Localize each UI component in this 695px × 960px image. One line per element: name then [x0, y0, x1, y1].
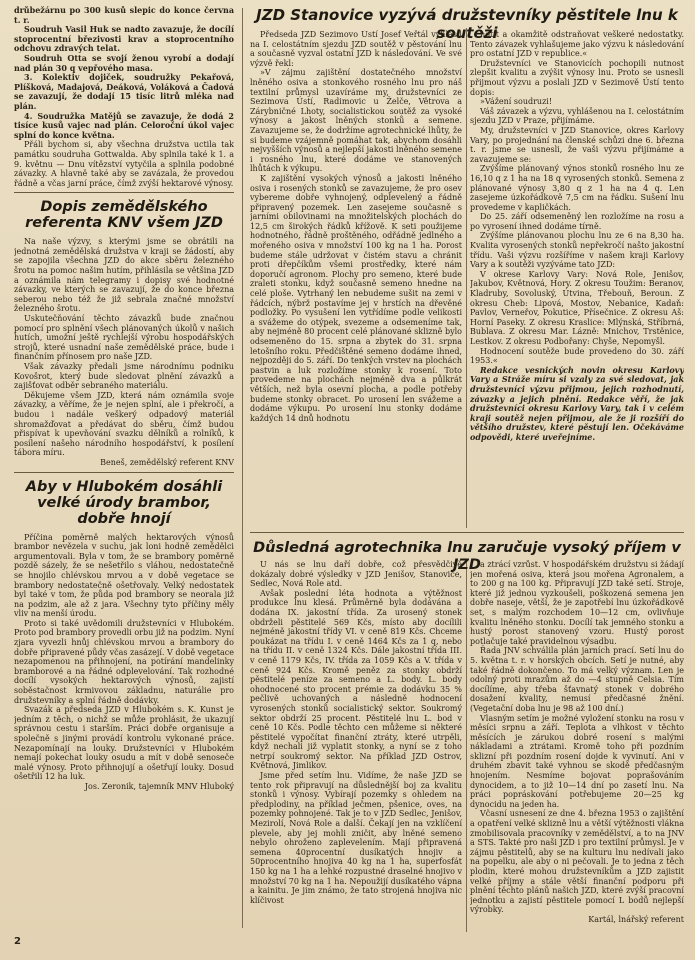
- article-title: Aby v Hlubokém dosáhli velké úrody brambor, dobře hnojí: [25, 478, 223, 527]
- page-number: 2: [14, 936, 21, 947]
- paragraph: Proto si také uvědomili družstevníci v Hlubokém. Proto pod brambory provedli orbu již na podzim. Nyní zjara vyvezli hnůj chlévskou mrvou a brambory do dobře připravené půdy včas zasázejí. V době vegetace nezapomenou na přihnojení, na potírání mandelinky bramborové a na řádné odplevelování. Tak rozhodné docílí vysokých hektarových výnosů, zajistí soběstačnost krmivovou základnu, naturálie pro družstevníky a splní řádně dodávky.: [14, 618, 234, 705]
- article-signature: Jos. Zeronik, tajemník MNV Hluboký: [84, 781, 234, 791]
- paragraph: Do 25. září odsemeněný len rozložíme na rosu a po vyrosení ihned dodáme tírně.: [470, 212, 684, 231]
- article-signature: Beneš, zemědělský referent KNV: [100, 457, 234, 467]
- article-body: [250, 560, 462, 905]
- intro-text: [14, 6, 234, 140]
- paragraph: Soudruh Vasil Huk se nadto zavazuje, že docílí stoprocentní březivosti krav a stoprocentního odchovu zdravých telat.: [14, 24, 234, 54]
- paragraph: Přáli bychom si, aby všechna družstva uctila tak památku soudruha Gottwalda. Aby splnila také k 1. a 9. květnu — Dnu vítězství vytyčila a splnila podobné závazky. A hlavně také aby se zavázala, že provedou řádně a včas jarní práce, čímž zvýší hektarové výnosy.: [14, 140, 234, 188]
- paragraph: Družstevníci ve Stanovicích pochopili nutnost zlepšit kvalitu a zvýšit výnosy lnu. Proto se usnesli přijmout výzvu a poslali JZD v Sezimově Ústí tento dopis:: [470, 58, 684, 97]
- article-body: [470, 30, 684, 443]
- left-column: [14, 6, 234, 931]
- paragraph: Zvýšíme plánovanou plochu lnu ze 6 na 8,30 ha. Kvalita vyrosených stonků nepřekročí našto jakostní třídu. Vaši výzvu rozšíříme v našem kraji Karlovy Vary a k soutěži vyzýváme tato JZD:: [470, 231, 684, 270]
- paragraph: Děkujeme všem JZD, která nám oznámila svoje závazky, a věříme, že je nejen splní, ale i překročí, a budou i nadále veškerý odpadový materiál shromažďovat a předávat do sběru, čímž budou přispívat k upevňování svazku dělníků a rolníků, k posílení našeho národního hospodářství, k posílení tábora míru.: [14, 390, 234, 458]
- divider: [250, 532, 684, 533]
- paragraph: Řada JNV schválila plán jarních prací. Setí lnu do 5. května t. r. v horských obcích. Setí je nutné, aby také řádně dokončeno. To má velký význam. Len je odolný proti mrazům až do —4 stupně Celsia. Tím docílíme, aby třeba šťavnatý stonek v dobrého dosažení kvality, nemusí předčasné žnění. (Vegetační doba lnu je 98 až 100 dní.): [470, 646, 684, 713]
- paragraph: Soudruh Otta se svojí ženou vyrobí a dodají nad plán 30 q vepřového masa.: [14, 52, 234, 73]
- paragraph: Uskutečňování těchto závazků bude značnou pomocí pro splnění všech plánovaných úkolů v našich hutích, umožní ještě rychlejší výrobu hospodářských strojů, které usnadní naše zemědělské práce, bude i finančním přínosem pro naše JZD.: [14, 314, 234, 362]
- article-body: [250, 30, 462, 423]
- paragraph: My, družstevníci v JZD Stanovice, okres Karlovy Vary, po projednání na členské schůzi dne 6. března t. r. jsme se usnesli, že vaši výzvu přijímáme a zavazujeme se:: [470, 125, 684, 164]
- article-body: [14, 533, 234, 782]
- article-signature: Kartál, lnářský referent: [588, 914, 684, 924]
- paragraph: Jsme před setím lnu. Vidíme, že naše JZD se tento rok připravují na důslednější boj za kvalitu stonků i výnosy. Vybírají pozemky s ohledem na předplodiny, na příklad ječmen, pšenice, oves, na pozemky pohnojené. Tak je to v JZD Sedlec, Jenišov, Mezirolí, Nová Role a další. Čekají jen na vzklíčení plevele, aby jej mohli zničit, aby lněné semeno nebylo ohroženo zaplevelením. Mají připravená semena 40procentní dusíkatých hnojiv a 50procentního hnojiva 40 kg na 1 ha, superfosfát 150 kg na 1 ha a lehké rozpustné draselné hnojivo v množství 70 kg na 1 ha. Nepoužijí dusíkatého vápna a kainitu. Je jim známo, že tato strojená hnojiva nic klíčivost: [250, 771, 462, 905]
- intro-text-regular: [14, 140, 234, 188]
- article-title: Dopis zemědělského referenta KNV všem JZD: [25, 199, 223, 232]
- paragraph: Váš závazek a výzvu, vyhlášenou na I. celostátním sjezdu JZD v Praze, přijímáme.: [470, 106, 684, 126]
- paragraph: 3. Kolektiv dojiček, soudružky Pekařová, Plíšková, Madajová, Deáková, Voláková a Čadová se zavazují, že dodají 15 tisíc litrů mléka nad plán.: [14, 72, 234, 111]
- paragraph: »Vážení soudruzi!: [480, 97, 553, 107]
- paragraph: notit a okamžitě odstraňovat veškeré nedostatky. Tento závazek vyhlašujeme jako výzvu k následování pro ostatní JZD v republice.«: [470, 30, 684, 59]
- center-column-lower: [250, 560, 462, 932]
- article-body: [470, 560, 684, 915]
- center-column: [250, 30, 462, 530]
- column-divider: [242, 8, 243, 928]
- paragraph: Hodnocení soutěže bude provedeno do 30. září 1953.«: [470, 346, 684, 366]
- paragraph: »V zájmu zajištění dostatečného množství lněného osiva a stonkového rosného lnu pro náš textilní průmysl uzavíráme my, družstevníci ze Sezimova Ústí, Radimovic u Želče, Větrova a Zárybničné Lhoty, socialistickou soutěž za vysoké výnosy a jakost lněných stonků a semene. Zavazujeme se, že dodržíme agrotechnické lhůty, že si budeme vzájemně pomáhat tak, abychom dosáhli nejvyšších výnosů a nejlepší jakosti lněného semene i rosného lnu, které dodáme ve stanovených lhůtách k výkupu.: [250, 68, 462, 174]
- paragraph: V okrese Karlovy Vary: Nová Role, Jenišov, Jakubov, Květnová, Hory. Z okresu Toužim: Beranov, Kladruby, Sovoluský, Útvina, Třebouň, Beroun. Z okresu Cheb: Lipová, Mostov, Nebanice, Kadaň: Pavlov, Verneřov, Pokutice, Přísečnice. Z okresu Aš: Horní Paseky. Z okresu Kraslice: Mlýnská, Stříbrná, Bublava. Z okresu Mar. Lázně: Mnichov, Trstěnice, Lestkov. Z okresu Podbořany: Chyše, Nepomyšl.: [470, 269, 684, 346]
- paragraph: K zajištění vysokých výnosů a jakosti lněného osiva i rosených stonků se zavazujeme, že pro osev vybereme dobře vyhnojený, odplevelený a řádně připravený pozemek. Len zasejeme současně s jarními obilovinami na množitelských plochách do 12,5 cm širokých řádků křížově. K seti použijeme hodnotného, řádně proštěného, odřádně jedlného a mořeného osiva v množství 100 kg na 1 ha. Porost budeme stále udržovat v čistém stavu a chránit proti dřepčíkům všemi prostředky, které nám doporučí agronom. Plochy pro semeno, které bude zraleti stonku, když současně semeno hnedne na celé ploše. Vytrhaný len nebudeme sušit na zemi v řádcích, nýbrž postavíme jej v hrstích na dřevěné podložky. Po vysušení len vytřídíme podle velikosti a svážeme do otýpek, svezeme a odsemeníme tak, aby nejméně 80 procent celé plánované sklizně bylo odsemeněno do 15. srpna a zbytek do 31. srpna letošního roku. Předčištěné semeno dodáme ihned, nejpozději do 5. září. Do tenkých vrstev na plochách pastvin a luk rozložíme stonky k rosení. Toto provedeme na plochách nejméně dva a půlkrát větších, než byla osevní plocha, a podle potřeby budeme stonky obracet. Po urosení len svážeme a dodáme výkupu. Po urosení lnu stonky dodáme každých 14 dnů hodnotu: [250, 173, 462, 423]
- paragraph: a ztrácí vzrůst. V hospodářském družstvu si žádají jen mořená osiva, která jsou mořena Agronalem, a to 200 g na 100 kg. Připravují JZD také setí. Stroje, které již jednou vyzkoušeli, poškozená semena jen dobře naseje, větší, že je zapotřebí lnu úzkořádkově set, s malým rozchodem 10—12 cm, ovlivňuje kvalitu lněného stonku. Docílí tak jemného stonku a hustý porost stanovený vzoru. Hustý porost potlačuje také pravidelnou výsadbu.: [470, 560, 684, 646]
- section-headline: Důsledná agrotechnika lnu zaručuje vysoký příjem v JZD: [253, 540, 681, 573]
- divider: [14, 192, 234, 193]
- editorial-note: Redakce vesnických novin okresu Karlovy Vary a Stráže míru si vzaly za své sledovat, jak družstevníci výzvu přijmou, jejich rozhodnutí, závazky a jejich plnění. Redakce věří, že jak družstevníci okresu Karlovy Vary, tak i v celém kraji soutěž nejen přijmou, ale že ji rozšíří do většího družstev, které pěstují len. Očekáváme odpovědi, které uveřejníme.: [470, 364, 684, 442]
- main-headline: JZD Stanovice vyzývá družstevníky pěstitele lnu k soutěži: [256, 6, 678, 42]
- paragraph: Svazák a předseda JZD v Hlubokém s. K. Kunst je jedním z těch, o nichž se může prohlásit, že ukazují správnou cestu i starším. Práci dobře organisuje a společně s jinými provádí kontrolu vykonané práce. Nezapomínají na louky. Družstevníci v Hlubokém nemají pokechat louky osudu a mít v době senoseče malé výnosy. Proto přihnojují a ošetřují louky. Dosud ošetřili 12 ha luk.: [14, 705, 234, 782]
- paragraph: Zvýšíme plánovaný výnos stonků rosného lnu ze 16,10 q z 1 ha na 18 q vyrosených stonků. Semena z plánované výnosy 3,80 q z 1 ha na 4 q. Len zasejeme úzkořádkově 7,5 cm na řádku. Sušení lnu provedeme v kapličkách.: [470, 164, 684, 212]
- paragraph: Avšak poslední léta hodnota a výtěžnost produkce lnu klesá. Průměrně byla dodávána a dodána IX. jakostní třída. Za urosený stonek obdrželi pěstitelé 569 Kčs, místo aby docílili nejméně jakostní třídy VI. v ceně 819 Kčs. Chceme poukázat na třídu I. v ceně 1464 Kčs za 1 q, nebo na třídu II. v ceně 1324 Kčs. Dále jakostní třída III. v ceně 1179 Kčs, IV. třída za 1059 Kčs a V. třída v ceně 924 Kčs. Kromě peněz za stonky obdrží pěstitelé peníze za semeno a L. body. L. body ohodnocené sto procent prémie za dodávku 35 % pečlivě uchovaných a následně hodnocení vyrosených stonků socialistický sektor. Soukromý sektor obdrží 25 procent. Pěstitelé lnu L. bod v ceně 10 Kčs. Podle těchto cen můžeme si některé pěstitelé vypočítat finanční ztráty, které utrpěli, když nechali již vyplatit stonky, a nyní se z toho netrpí soukromý sektor. Na příklad JZD Ostrov, Květnová, Jimlikov.: [250, 588, 462, 771]
- divider: [14, 472, 234, 473]
- paragraph: Na naše výzvy, s kterými jsme se obrátili na jednotná zemědělská družstva v kraji se žádostí, aby se zapojila všechna JZD do akce sběru železného šrotu na pomoc našim hutím, přihlásila se většina JZD a oznámila nám telegramy i dopisy své hodnotné závazky, ve kterých se zavazují, že do konce března seberou nebo též že již sebrala značné množství železného šrotu.: [14, 237, 234, 314]
- paragraph: 4. Soudružka Matějů se zavazuje, že dodá 2 tisíce kusů vajec nad plán. Celoroční úkol vajec splní do konce května.: [14, 110, 234, 140]
- paragraph: Příčina poměrně malých hektarových výnosů brambor nevězela v suchu, jak loni hodně zemědělci argumentovali. Byla v tom, že se brambory poměrně pozdě sázely, že se nešetřilo s vláhou, nedostatečně se hnojilo chlévskou mrvou a v době vegetace se brambory nedostatečně ošetřovaly. Velký nedostatek byl také v tom, že půda pod brambory se neorala již na podzim, ale až z jara. Všechny tyto příčiny měly vliv na menší úrodu.: [14, 532, 234, 619]
- paragraph: U nás se lnu daří dobře, což přesvědčivě dokázaly dobré výsledky v JZD Jenišov, Stanovice, Sedlec, Nová Role atd.: [250, 560, 462, 589]
- paragraph: Předseda JZD Sezimovo Ústí Josef Veřtál vyhlásil na I. celostátním sjezdu JZD soutěž v pěstování lnu a současně vyzval ostatní JZD k následování. Ve své výzvě řekl:: [250, 30, 462, 68]
- column-divider: [466, 562, 467, 932]
- right-column: [470, 30, 684, 530]
- right-column-lower: [470, 560, 684, 932]
- paragraph: Vlasným setím je možné vyložení stonku na rosu v měsíci srpnu a září. Teplota a vlhkost v těchto měsících je zárukou dobré rosení s malými nákladami a ztrátami. Kromě toho při pozdním sklizní při pozdním rosení dojde k vyvinutí. Ani v druhém zbavit také vyhnou se skodě předčasným hnojením. Nesmíme bojovat poprašováním dynocidem, a to již 10—14 dní po zasetí lnu. Na práci popráskování potřebujeme 20—25 kg dynocidu na jeden ha.: [470, 713, 684, 809]
- article-body: [14, 237, 234, 458]
- paragraph: drůbežárnu po 300 kusů slepic do konce června t. r.: [14, 6, 234, 25]
- paragraph: Včasní usnesení ze dne 4. března 1953 o zajištění a opatření velké sklizně lnu a větší výtěžnosti vlákna zmobilisovala pracovníky v zemědělství, a to na JNV a STS. Takté pro naši JZD i pro textilní průmysl. Je v zájmu pěstitelů, aby se na kulturu lnu nedívali jako na popelku, ale aby o ni pečovali. Je to jedna z těch plodin, které mohou družstevníkům a JZD zajistit velké příjmy a stále větší finanční podporu při plnění těchto plánů našich JZD, které zvýší pracovní jednotku a zajistí pěstitele pomocí L bodů nejlepší výrobky.: [470, 809, 684, 915]
- column-divider: [466, 28, 467, 528]
- paragraph: Však závazky předali jsme národnímu podniku Kovošrot, který bude sledovat plnění závazků a zajišťovat odběr sebraného materiálu.: [14, 362, 234, 391]
